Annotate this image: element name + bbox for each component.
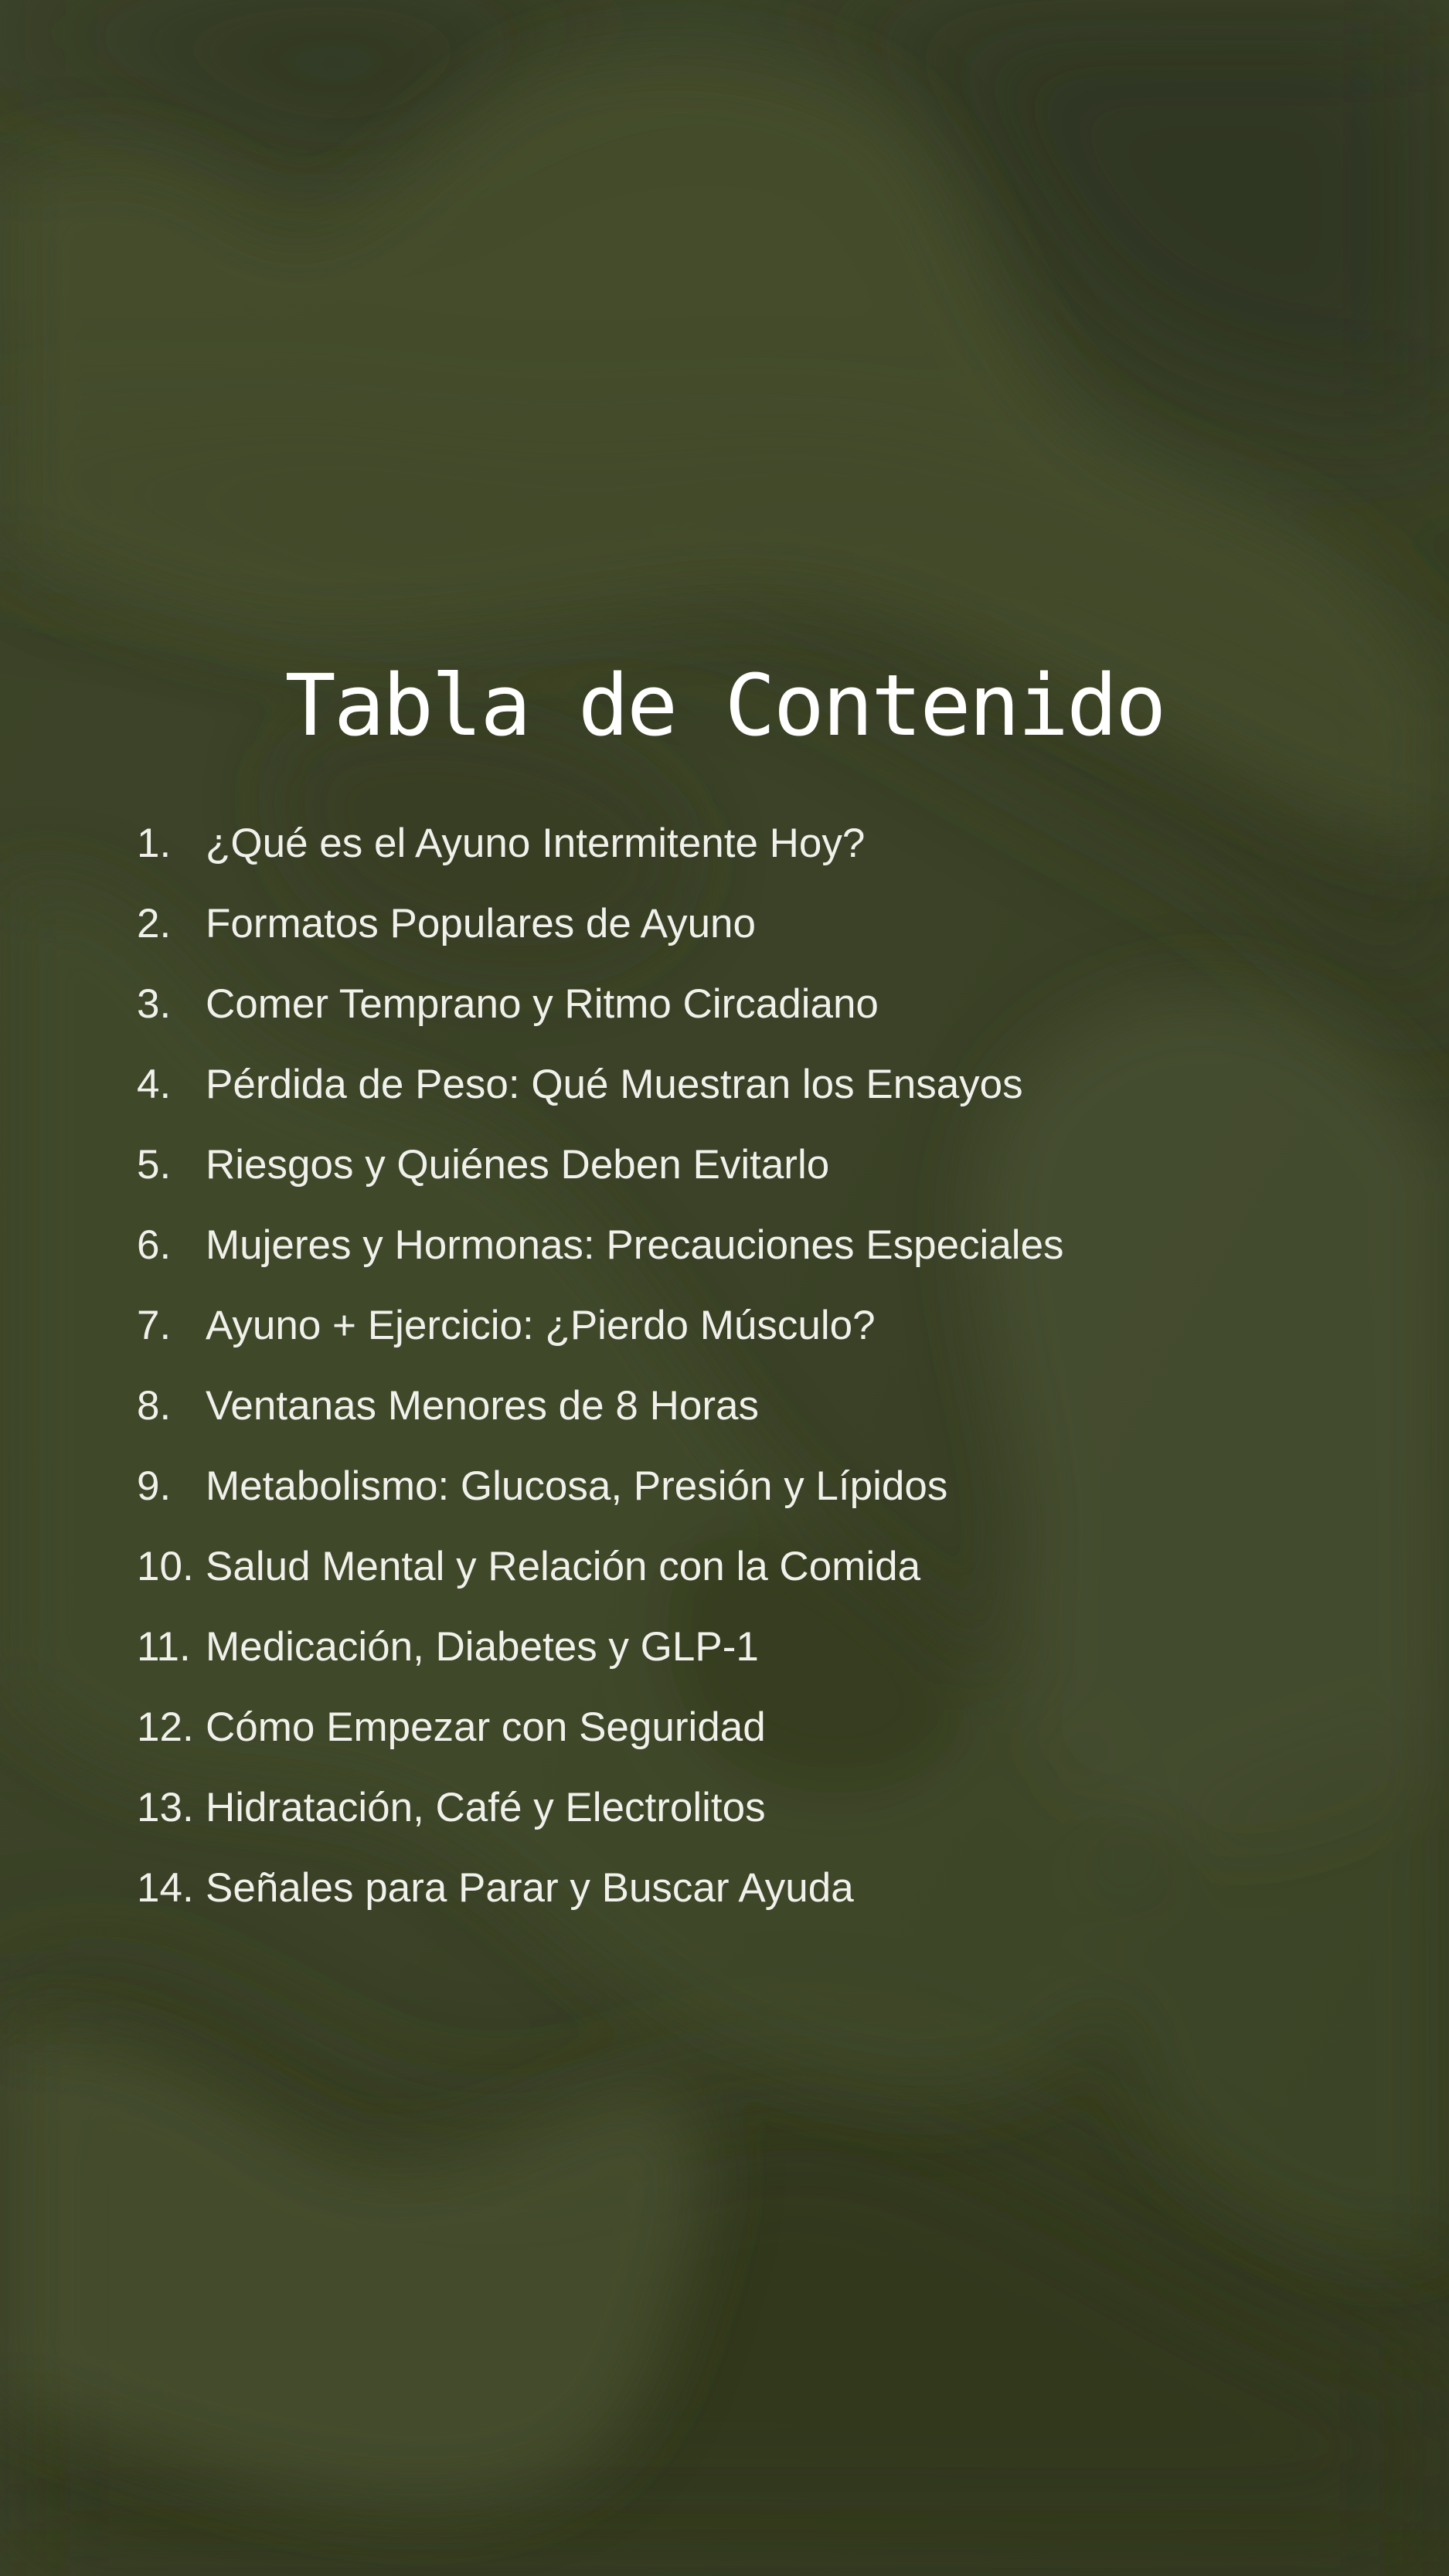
toc-number: 9. (137, 1463, 172, 1509)
toc-item-9[interactable] (137, 1456, 1373, 1536)
toc-item-1[interactable] (137, 813, 1373, 893)
toc-label: Ayuno + Ejercicio: ¿Pierdo Músculo? (206, 1303, 876, 1348)
toc-label: Metabolismo: Glucosa, Presión y Lípidos (206, 1463, 948, 1509)
toc-number: 2. (137, 901, 172, 946)
toc-item-5[interactable] (137, 1134, 1373, 1215)
toc-label: Formatos Populares de Ayuno (206, 901, 757, 946)
toc-label: ¿Qué es el Ayuno Intermitente Hoy? (206, 821, 866, 866)
toc-number: 8. (137, 1383, 172, 1429)
toc-number: 5. (137, 1142, 172, 1188)
toc-label: Señales para Parar y Buscar Ayuda (206, 1865, 854, 1911)
toc-number: 3. (137, 981, 172, 1027)
toc-number: 11. (137, 1624, 191, 1670)
toc-list (137, 813, 1373, 1938)
toc-item-6[interactable] (137, 1215, 1373, 1295)
toc-item-3[interactable] (137, 974, 1373, 1054)
toc-number: 6. (137, 1222, 172, 1268)
toc-item-2[interactable] (137, 893, 1373, 974)
toc-label: Ventanas Menores de 8 Horas (206, 1383, 759, 1429)
toc-item-8[interactable] (137, 1375, 1373, 1456)
toc-label: Hidratación, Café y Electrolitos (206, 1785, 766, 1830)
toc-label: Mujeres y Hormonas: Precauciones Especiales (206, 1222, 1064, 1268)
toc-number: 4. (137, 1062, 172, 1107)
toc-label: Riesgos y Quiénes Deben Evitarlo (206, 1142, 830, 1188)
toc-item-14[interactable] (137, 1857, 1373, 1938)
toc-label: Salud Mental y Relación con la Comida (206, 1544, 921, 1589)
toc-item-4[interactable] (137, 1054, 1373, 1134)
toc-item-11[interactable] (137, 1616, 1373, 1697)
toc-label: Comer Temprano y Ritmo Circadiano (206, 981, 879, 1027)
toc-item-10[interactable] (137, 1536, 1373, 1616)
toc-number: 10. (137, 1544, 194, 1589)
toc-label: Cómo Empezar con Seguridad (206, 1704, 766, 1750)
toc-number: 13. (137, 1785, 194, 1830)
toc-item-7[interactable] (137, 1295, 1373, 1375)
toc-label: Medicación, Diabetes y GLP-1 (206, 1624, 759, 1670)
toc-number: 12. (137, 1704, 194, 1750)
toc-number: 7. (137, 1303, 172, 1348)
toc-number: 14. (137, 1865, 194, 1911)
page-title: Tabla de Contenido (284, 656, 1165, 755)
toc-label: Pérdida de Peso: Qué Muestran los Ensayos (206, 1062, 1023, 1107)
toc-item-13[interactable] (137, 1777, 1373, 1857)
toc-number: 1. (137, 821, 172, 866)
toc-item-12[interactable] (137, 1697, 1373, 1777)
